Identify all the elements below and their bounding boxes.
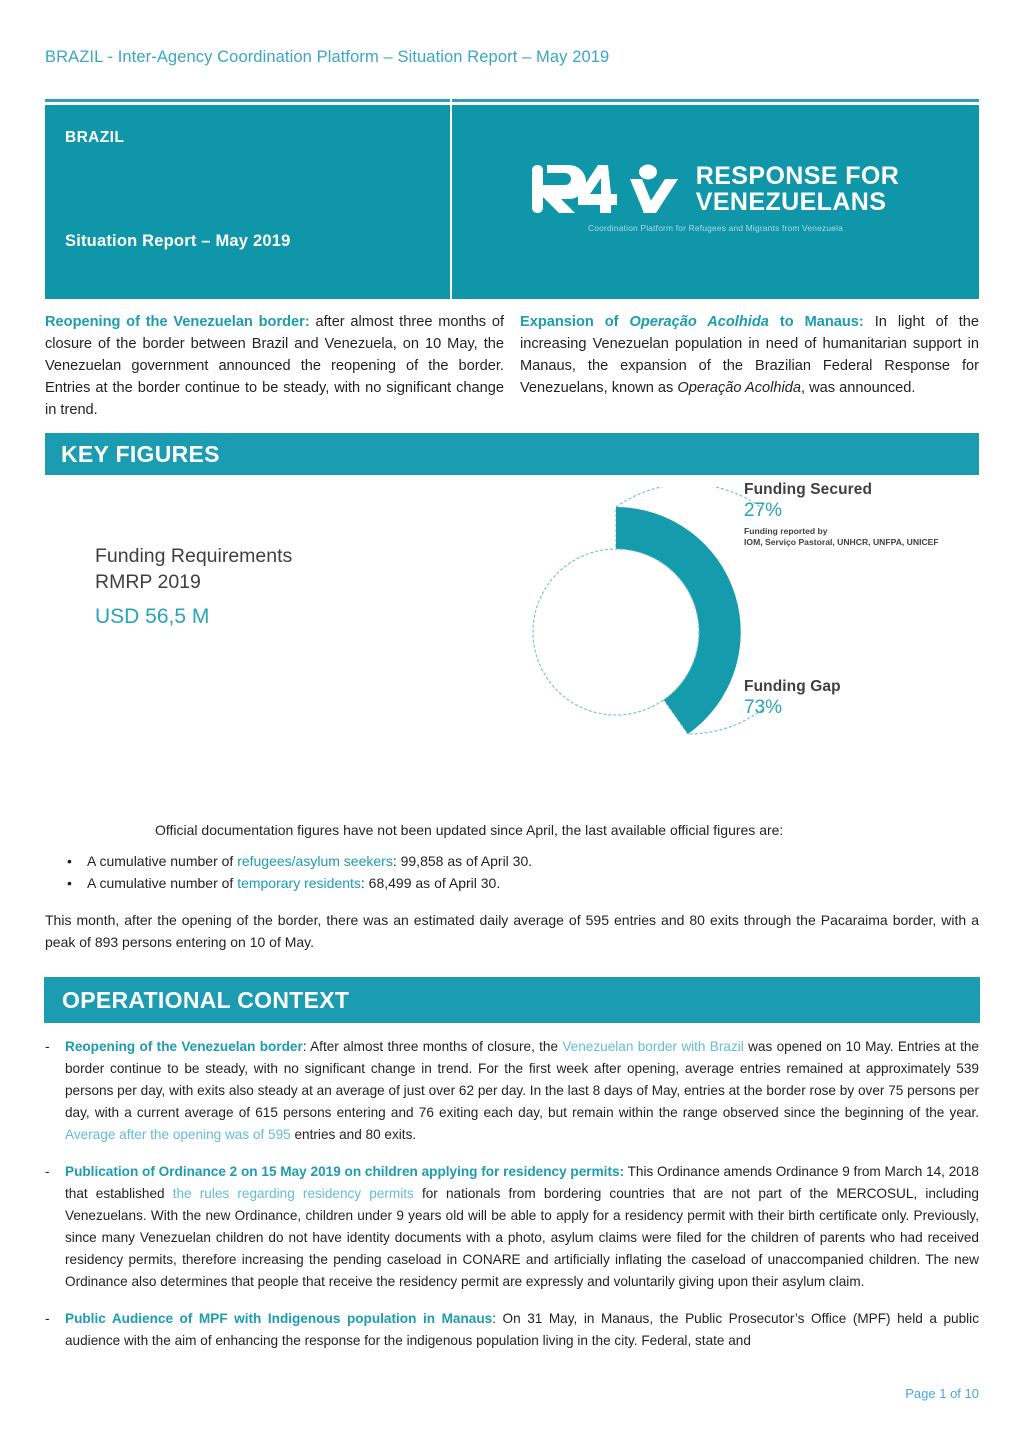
- list-item: [45, 1161, 979, 1293]
- running-head: BRAZIL - Inter-Agency Coordination Platform – Situation Report – May 2019: [45, 48, 610, 66]
- highlight-right-body-em: Operação Acolhida: [677, 380, 801, 397]
- figure-post-0: : 99,858 as of April 30.: [392, 852, 533, 869]
- list-item: [45, 1036, 979, 1146]
- funding-secured-note: [744, 526, 939, 548]
- operational-context-body: [45, 1036, 979, 1352]
- ops-seg2-0: was opened on 10 May. Entries at the border continue to be steady, with no significant change in trend. For the first week after opening, average entries remained at approximately 539 persons per day, with exits also steady at an average of just over 62 per day. In the last 8 days of May, entries at the border rose by over 75 persons per day, with a current average of 615 persons entering and 76 exiting each day, but remain within the range observed since the beginning of the year.: [65, 1038, 979, 1120]
- funding-secured-note-line2: IOM, Serviço Pastoral, UNHCR, UNFPA, UNICEF: [744, 536, 939, 547]
- page-footer: Page 1 of 10: [905, 1386, 979, 1401]
- funding-secured-note-line1: Funding reported by: [744, 525, 828, 536]
- ops-seg1-0: : After almost three months of closure, the: [302, 1038, 563, 1054]
- figure-pre-0: A cumulative number of: [87, 852, 238, 869]
- ops-text-1: [65, 1161, 979, 1293]
- highlight-right-lead-post: to Manaus:: [768, 313, 864, 330]
- logo-line-1: RESPONSE FOR: [695, 161, 900, 190]
- highlight-column-left: [45, 311, 504, 422]
- ops-seg1-2: : On 31 May, in Manaus, the Public Prosecutor’s Office (MPF) held a public audience with the aim of enhancing the response for the indigenous population living in the city. Federal, state and: [65, 1310, 979, 1348]
- funding-requirements-line1: Funding Requirements: [95, 544, 293, 567]
- ops-dash-0: -: [45, 1038, 50, 1054]
- highlight-right-lead-pre: Expansion of: [520, 313, 630, 330]
- ops-dash-2: -: [45, 1310, 50, 1326]
- highlight-columns: [45, 311, 979, 422]
- figure-hl-0: refugees/asylum seekers: [237, 852, 393, 869]
- ops-seg3-0: entries and 80 exits.: [290, 1126, 417, 1142]
- header-rule-right: [452, 99, 979, 102]
- ops-link-1[interactable]: the rules regarding residency permits: [172, 1185, 414, 1201]
- logo-tagline: Coordination Platform for Refugees and Migrants from Venezuela: [588, 222, 843, 233]
- banner-right: [450, 105, 979, 299]
- list-item: [45, 1308, 979, 1352]
- section-header-key-figures: KEY FIGURES: [45, 433, 979, 475]
- official-figures-intro: Official documentation figures have not been updated since April, the last available official figures are:: [155, 821, 784, 838]
- figure-post-1: : 68,499 as of April 30.: [360, 875, 501, 892]
- logo-wordmark: [696, 163, 899, 216]
- highlight-left-lead: Reopening of the Venezuelan border:: [45, 313, 310, 330]
- figure-pre-1: A cumulative number of: [87, 875, 238, 892]
- bullet-icon: •: [67, 852, 72, 869]
- funding-gap-pct: 73%: [744, 696, 783, 718]
- header-rule-left: [45, 99, 450, 102]
- highlight-left-body: after almost three months of closure of the border between Brazil and Venezuela, on 10 May, the Venezuelan government announced the reopening of the border. Entries at the border continue to be steady, with no significant change in trend.: [45, 313, 505, 419]
- funding-secured-pct: 27%: [744, 499, 783, 521]
- title-banner: [45, 105, 979, 299]
- chart-label-funding-gap: [744, 678, 841, 719]
- ops-link2-0[interactable]: Average after the opening was of 595: [65, 1126, 291, 1142]
- banner-subtitle: Situation Report – May 2019: [65, 231, 291, 250]
- ops-title-1: Publication of Ordinance 2 on 15 May 2019 on children applying for residency permits:: [65, 1163, 625, 1179]
- r4v-logo-icon: [532, 163, 680, 215]
- funding-requirements-amount: USD 56,5 M: [95, 604, 210, 628]
- ops-text-2: [65, 1308, 979, 1352]
- funding-gap-name: Funding Gap: [744, 677, 841, 695]
- key-figures-body: [45, 475, 979, 820]
- ops-seg1-1: This Ordinance amends Ordinance 9 from March 14, 2018 that established: [65, 1163, 979, 1201]
- ops-title-2: Public Audience of MPF with Indigenous population in Manaus: [65, 1310, 493, 1326]
- official-figures-list: [45, 850, 979, 895]
- logo-line-2: VENEZUELANS: [695, 188, 887, 217]
- r4v-logo: [532, 163, 899, 233]
- monthly-summary-paragraph: This month, after the opening of the border, there was an estimated daily average of 595 entries and 80 exits through the Pacaraima border, with a peak of 893 persons entering on 10 of May.: [45, 912, 979, 951]
- logo-row: [532, 163, 899, 216]
- ops-title-0: Reopening of the Venezuelan border: [65, 1038, 303, 1054]
- list-item: [67, 872, 979, 895]
- bullet-icon: •: [67, 875, 72, 892]
- funding-requirements-block: [95, 543, 292, 631]
- highlight-right-body-1: In light of the increasing Venezuelan population in need of humanitarian support in Manaus, the expansion of the Brazilian Federal Response for Venezuelans, known as: [520, 313, 980, 397]
- chart-label-funding-secured: [744, 481, 939, 548]
- figure-hl-1: temporary residents: [237, 875, 361, 892]
- donut-svg: [473, 487, 763, 787]
- header-rule: [45, 99, 979, 102]
- section-header-operational-context: OPERATIONAL CONTEXT: [45, 978, 979, 1022]
- funding-requirements-line2: RMRP 2019: [95, 570, 201, 593]
- list-item: [67, 850, 979, 873]
- ops-link-0[interactable]: Venezuelan border with Brazil: [562, 1038, 744, 1054]
- highlight-right-lead-em: Operação Acolhida: [629, 313, 769, 330]
- highlight-right-body-2: , was announced.: [801, 380, 916, 397]
- banner-left: [45, 105, 450, 299]
- funding-secured-name: Funding Secured: [744, 480, 873, 498]
- donut-hole: [533, 549, 699, 715]
- ops-dash-1: -: [45, 1163, 50, 1179]
- highlight-column-right: [520, 311, 979, 422]
- ops-seg2-1: for nationals from bordering countries that are not part of the MERCOSUL, including Venezuelans. With the new Ordinance, children under 9 years old will be able to apply for a residency permit with their birth certificate only. Previously, since many Venezuelan children do not have identity documents with a photo, asylum claims were filed for the children of parents who had received residency permits, therefore increasing the pending caseload in CONARE and artificially inflating the caseload of unaccompanied children. The new Ordinance also determines that people that receive the residency permit are expressly and voluntarily giving upon their asylum claim.: [65, 1185, 979, 1289]
- ops-text-0: [65, 1036, 979, 1146]
- funding-donut-chart: [473, 487, 763, 792]
- banner-country: BRAZIL: [65, 128, 125, 146]
